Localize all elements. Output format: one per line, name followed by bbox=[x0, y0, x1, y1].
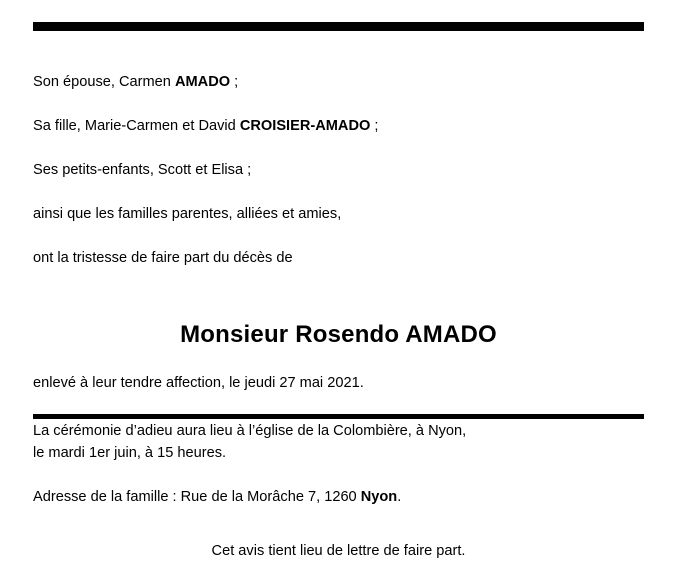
ceremony-line-2: le mardi 1er juin, à 15 heures. bbox=[33, 445, 227, 461]
family-line-emphasis: CROISIER-AMADO bbox=[239, 118, 371, 134]
family-line-emphasis: AMADO bbox=[174, 74, 231, 90]
family-line-text: Ses petits-enfants, Scott et Elisa ; bbox=[33, 162, 252, 178]
closing-statement: Cet avis tient lieu de lettre de faire part. bbox=[211, 543, 466, 559]
address-suffix: . bbox=[397, 489, 402, 505]
family-line bbox=[33, 159, 644, 181]
family-line-text: ainsi que les familles parentes, alliées et amies, bbox=[33, 206, 342, 222]
family-line-suffix: ; bbox=[370, 118, 379, 134]
family-line-text: Son épouse, Carmen bbox=[33, 74, 175, 90]
address-text: Adresse de la famille : Rue de la Morâche 7, 1260 bbox=[33, 489, 361, 505]
address-city: Nyon bbox=[360, 489, 398, 505]
top-divider bbox=[33, 22, 644, 31]
notice-body bbox=[33, 49, 644, 562]
family-line-text: ont la tristesse de faire part du décès de bbox=[33, 250, 293, 266]
ceremony-line-1: La cérémonie d’adieu aura lieu à l’église de la Colombière, à Nyon, bbox=[33, 423, 467, 439]
deceased-name: Monsieur Rosendo AMADO bbox=[180, 321, 497, 348]
family-line-text: Sa fille, Marie-Carmen et David bbox=[33, 118, 240, 134]
death-date-line: enlevé à leur tendre affection, le jeudi 27 mai 2021. bbox=[33, 375, 364, 391]
family-line bbox=[33, 203, 644, 225]
family-line-suffix: ; bbox=[230, 74, 239, 90]
family-line bbox=[33, 115, 644, 137]
ceremony-details bbox=[33, 420, 644, 464]
family-announcement-block bbox=[33, 49, 644, 291]
family-line bbox=[33, 247, 644, 269]
family-line bbox=[33, 71, 644, 93]
bottom-divider bbox=[33, 414, 644, 419]
family-address-line bbox=[33, 486, 644, 508]
